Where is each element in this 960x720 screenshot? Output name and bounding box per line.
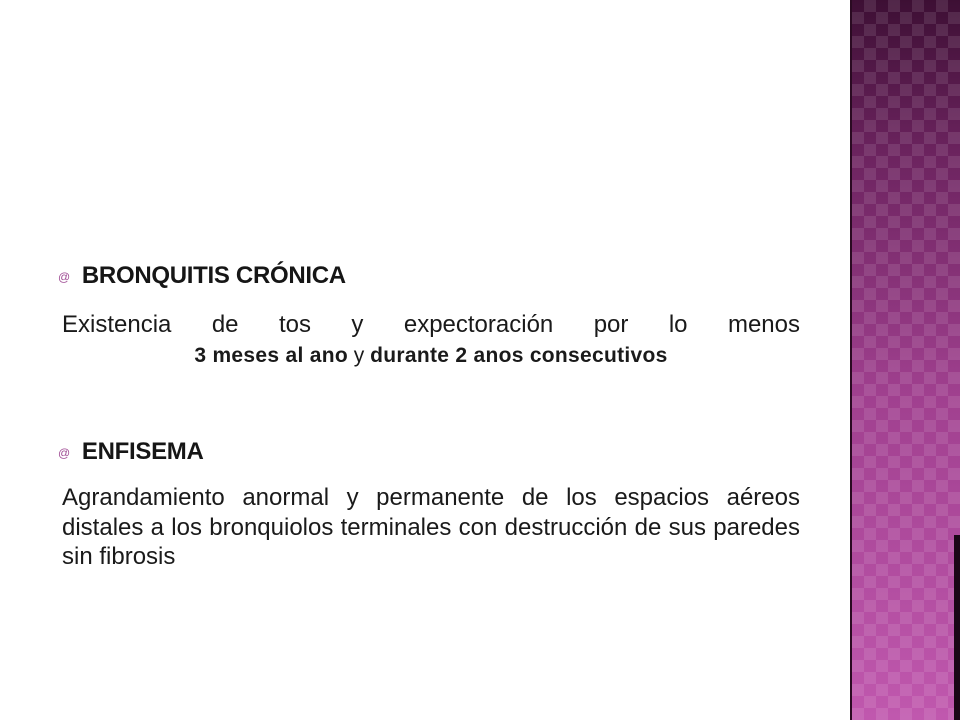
duration-months: 3 meses al ano xyxy=(194,344,348,367)
at-bullet-icon: @ xyxy=(58,270,70,284)
enfisema-definition: Agrandamiento anormal y permanente de los espacios aéreos distales a los bronquiolos terminales con destrucción de sus paredes sin fibrosis xyxy=(62,484,800,570)
section-heading-enfisema xyxy=(58,438,204,466)
definition-line-2 xyxy=(62,344,800,368)
heading-text: BRONQUITIS CRÓNICA xyxy=(81,262,346,289)
duration-years: durante 2 anos consecutivos xyxy=(370,344,668,367)
section-heading-bronquitis xyxy=(58,262,346,290)
decorative-side-band xyxy=(850,0,960,720)
band-edge-strip xyxy=(954,535,960,720)
at-bullet-icon: @ xyxy=(58,446,70,460)
connector-text: y xyxy=(347,344,371,367)
heading-text: ENFISEMA xyxy=(81,438,204,465)
definition-line-1: Existencia de tos y expectoración por lo menos xyxy=(62,311,800,338)
